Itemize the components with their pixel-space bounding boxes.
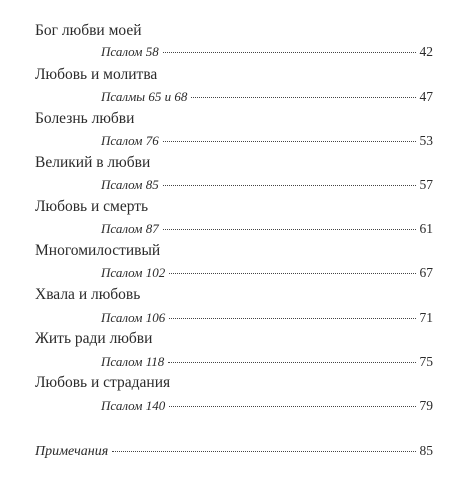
chapter-title[interactable]: Любовь и страдания xyxy=(35,374,171,391)
dot-leader xyxy=(163,52,416,53)
dot-leader xyxy=(191,97,415,98)
page-number: 85 xyxy=(419,443,433,458)
chapter-title[interactable]: Болезнь любви xyxy=(35,110,135,127)
psalm-reference: Псалом 85 xyxy=(101,177,159,192)
toc-row[interactable] xyxy=(101,177,433,193)
dot-leader xyxy=(163,229,416,230)
chapter-title[interactable]: Хвала и любовь xyxy=(35,286,141,303)
toc-row[interactable] xyxy=(101,310,433,326)
dot-leader xyxy=(112,451,415,452)
psalm-reference: Псалом 76 xyxy=(101,133,159,148)
toc-row[interactable] xyxy=(101,265,433,281)
psalm-reference: Псалом 102 xyxy=(101,265,166,280)
chapter-title[interactable]: Любовь и смерть xyxy=(35,198,149,215)
psalm-reference: Псалом 106 xyxy=(101,310,166,325)
page-number: 75 xyxy=(419,354,433,369)
page-number: 42 xyxy=(419,44,433,59)
notes-entry[interactable] xyxy=(35,442,433,461)
psalm-reference: Псалмы 65 и 68 xyxy=(101,89,188,104)
page-number: 57 xyxy=(419,177,433,192)
chapter-title[interactable]: Великий в любви xyxy=(35,154,151,171)
page-number: 79 xyxy=(419,398,433,413)
page-number: 47 xyxy=(419,89,433,104)
psalm-reference: Псалом 87 xyxy=(101,221,159,236)
psalm-reference: Псалом 58 xyxy=(101,44,159,59)
toc-row[interactable] xyxy=(101,89,433,105)
dot-leader xyxy=(169,273,415,274)
psalm-reference: Псалом 118 xyxy=(101,354,165,369)
toc-row[interactable] xyxy=(101,221,433,237)
dot-leader xyxy=(163,185,416,186)
toc-row[interactable] xyxy=(101,354,433,370)
dot-leader xyxy=(168,362,415,363)
toc-row[interactable] xyxy=(101,44,433,60)
chapter-title[interactable]: Многомилостивый xyxy=(35,242,161,259)
dot-leader xyxy=(169,406,415,407)
toc-row[interactable] xyxy=(101,133,433,149)
dot-leader xyxy=(169,318,415,319)
chapter-title[interactable]: Любовь и молитва xyxy=(35,66,158,83)
chapter-title[interactable]: Жить ради любви xyxy=(35,330,153,347)
page-number: 53 xyxy=(419,133,433,148)
page-number: 67 xyxy=(419,265,433,280)
page-number: 61 xyxy=(419,221,433,236)
dot-leader xyxy=(163,141,416,142)
psalm-reference: Псалом 140 xyxy=(101,398,166,413)
chapter-title[interactable]: Бог любви моей xyxy=(35,22,142,39)
notes-title: Примечания xyxy=(35,444,109,459)
toc-row[interactable] xyxy=(101,398,433,414)
page-number: 71 xyxy=(419,310,433,325)
